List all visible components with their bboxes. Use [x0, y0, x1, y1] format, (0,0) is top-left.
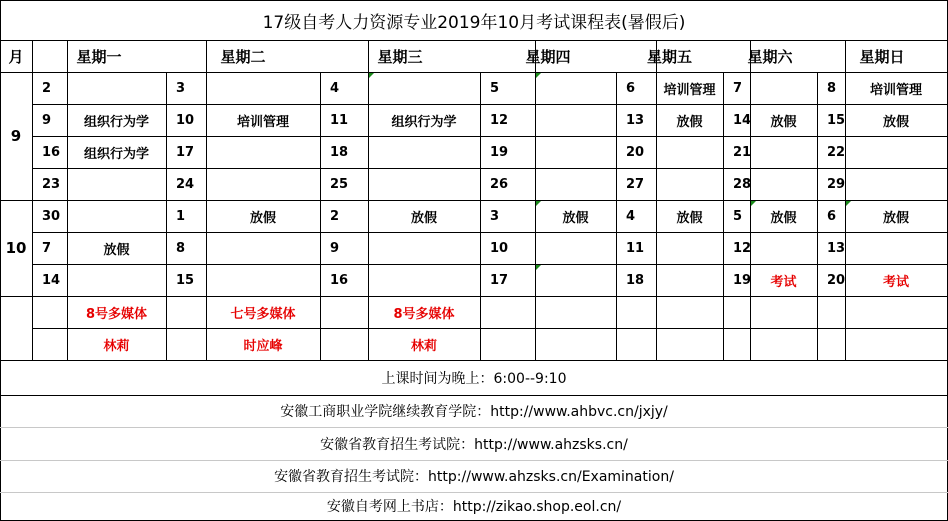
course-cell: [750, 232, 817, 264]
website-link: 安徽工商职业学院继续教育学院：http://www.ahbvc.cn/jxjy/: [280, 404, 668, 420]
course-cell: [535, 232, 616, 264]
teacher-name: 林莉: [103, 338, 130, 354]
weekday-header: 星期六: [747, 47, 793, 66]
course-cell: [750, 72, 817, 104]
course-cell: [368, 168, 480, 200]
date-number: 29: [827, 176, 846, 192]
website-link: 安徽自考网上书店：http://zikao.shop.eol.cn/: [326, 499, 622, 515]
date-number: 3: [490, 208, 500, 224]
date-number: 15: [827, 112, 846, 128]
course-cell: [368, 232, 480, 264]
course-cell: [206, 232, 320, 264]
course-cell: 培训管理: [869, 82, 922, 98]
date-number: 6: [827, 208, 837, 224]
date-number: 13: [626, 112, 645, 128]
cell-comment-marker: [846, 201, 851, 206]
date-number: 14: [42, 272, 61, 288]
course-cell: 放假: [103, 242, 130, 258]
date-number: 2: [330, 208, 340, 224]
teacher-name: 林莉: [410, 338, 437, 354]
course-cell: [67, 264, 166, 296]
course-cell: [368, 72, 480, 104]
date-number: 19: [490, 144, 509, 160]
date-number: 3: [176, 80, 186, 96]
date-number: 17: [176, 144, 195, 160]
date-number: 2: [42, 80, 52, 96]
course-cell: 放假: [882, 210, 909, 226]
course-cell: [535, 136, 616, 168]
classroom-label: 8号多媒体: [393, 306, 455, 322]
date-number: 19: [733, 272, 752, 288]
date-number: 17: [490, 272, 509, 288]
course-cell: 放假: [676, 114, 703, 130]
weekday-header: 星期日: [859, 47, 905, 66]
date-number: 23: [42, 176, 61, 192]
course-cell: 放假: [562, 210, 589, 226]
date-number: 12: [733, 240, 752, 256]
course-cell: 培训管理: [236, 114, 289, 130]
course-cell: 放假: [676, 210, 703, 226]
date-number: 11: [330, 112, 349, 128]
weekday-header: 星期五: [646, 47, 692, 66]
cell-comment-marker: [536, 73, 541, 78]
date-number: 10: [176, 112, 195, 128]
date-number: 28: [733, 176, 752, 192]
date-number: 6: [626, 80, 636, 96]
website-link: 安徽省教育招生考试院：http://www.ahzsks.cn/Examination/: [274, 469, 674, 485]
course-cell: 考试: [770, 274, 797, 290]
month-label: 9: [10, 127, 22, 145]
weekday-header: 星期二: [220, 47, 266, 66]
course-cell: [845, 168, 947, 200]
course-cell: 考试: [882, 274, 909, 290]
date-number: 26: [490, 176, 509, 192]
cell-comment-marker: [751, 201, 756, 206]
date-number: 9: [330, 240, 340, 256]
date-number: 10: [490, 240, 509, 256]
course-cell: 放假: [882, 114, 909, 130]
month-label: 10: [5, 239, 27, 257]
course-cell: [656, 264, 723, 296]
classroom-label: 七号多媒体: [230, 306, 296, 322]
date-number: 24: [176, 176, 195, 192]
course-cell: [206, 264, 320, 296]
class-time-note: 上课时间为晚上：6:00--9:10: [381, 370, 567, 387]
course-cell: [656, 136, 723, 168]
weekday-header: 星期四: [525, 47, 571, 66]
date-number: 18: [330, 144, 349, 160]
course-cell: [67, 200, 166, 232]
date-number: 4: [626, 208, 636, 224]
page-title: 17级自考人力资源专业2019年10月考试课程表(暑假后): [262, 12, 686, 33]
date-number: 22: [827, 144, 846, 160]
date-number: 8: [827, 80, 837, 96]
course-cell: [206, 136, 320, 168]
course-cell: 组织行为学: [391, 114, 457, 130]
course-cell: 放假: [770, 210, 797, 226]
course-cell: [656, 168, 723, 200]
course-cell: 放假: [410, 210, 437, 226]
course-cell: [535, 72, 616, 104]
course-cell: [535, 104, 616, 136]
cell-comment-marker: [369, 73, 374, 78]
course-cell: 组织行为学: [83, 114, 149, 130]
date-number: 16: [42, 144, 61, 160]
course-cell: [656, 232, 723, 264]
date-number: 18: [626, 272, 645, 288]
date-number: 4: [330, 80, 340, 96]
date-number: 15: [176, 272, 195, 288]
course-cell: 放假: [249, 210, 276, 226]
course-cell: [67, 168, 166, 200]
course-cell: [750, 136, 817, 168]
date-number: 5: [490, 80, 500, 96]
course-cell: 培训管理: [663, 82, 716, 98]
cell-comment-marker: [536, 265, 541, 270]
date-number: 12: [490, 112, 509, 128]
course-cell: [67, 72, 166, 104]
weekday-header: 星期三: [377, 47, 423, 66]
course-cell: 组织行为学: [83, 146, 149, 162]
date-number: 20: [626, 144, 645, 160]
date-number: 27: [626, 176, 645, 192]
date-number: 30: [42, 208, 61, 224]
date-number: 13: [827, 240, 846, 256]
date-number: 21: [733, 144, 752, 160]
course-cell: [535, 168, 616, 200]
course-cell: [206, 72, 320, 104]
date-number: 20: [827, 272, 846, 288]
date-number: 16: [330, 272, 349, 288]
course-cell: [206, 168, 320, 200]
course-cell: [368, 136, 480, 168]
date-number: 1: [176, 208, 186, 224]
date-number: 14: [733, 112, 752, 128]
grid-line: [32, 328, 948, 329]
course-cell: [368, 264, 480, 296]
cell-comment-marker: [536, 201, 541, 206]
date-number: 25: [330, 176, 349, 192]
weekday-header: 星期一: [76, 47, 122, 66]
date-number: 9: [42, 112, 52, 128]
date-number: 5: [733, 208, 743, 224]
date-number: 11: [626, 240, 645, 256]
course-cell: 放假: [770, 114, 797, 130]
date-number: 7: [42, 240, 52, 256]
course-cell: [535, 264, 616, 296]
classroom-label: 8号多媒体: [85, 306, 148, 322]
course-cell: [750, 168, 817, 200]
teacher-name: 时应峰: [243, 338, 283, 354]
date-number: 7: [733, 80, 743, 96]
date-number: 8: [176, 240, 186, 256]
course-cell: [845, 232, 947, 264]
month-column-header: 月: [8, 47, 24, 66]
course-cell: [845, 136, 947, 168]
website-link: 安徽省教育招生考试院：http://www.ahzsks.cn/: [320, 436, 628, 453]
